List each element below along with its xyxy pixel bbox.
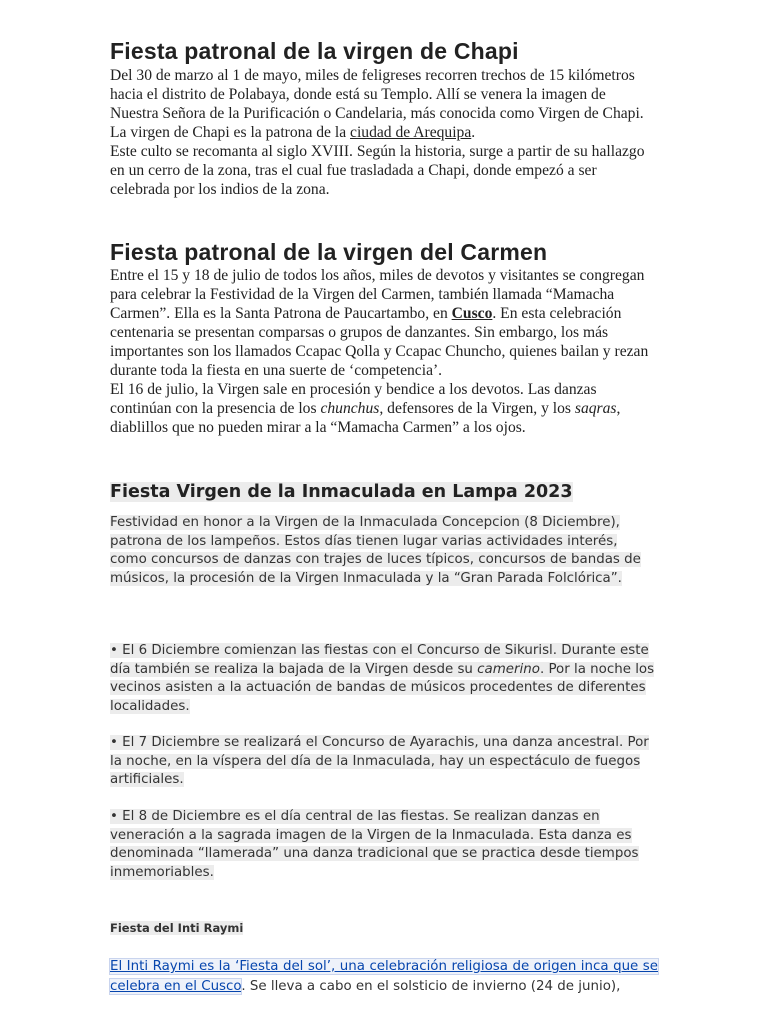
chapi-paragraph-1 <box>110 66 658 142</box>
carmen-p2-text: El 16 de julio, la Virgen sale en procesión y bendice a los devotos. Las danzas continúan con la presencia de los <box>110 381 597 417</box>
lampa-intro <box>110 514 658 588</box>
link-ciudad-arequipa[interactable]: ciudad de Arequipa <box>350 124 472 141</box>
lampa-intro-text: Festividad en honor a la Virgen de la Inmaculada Concepcion (8 Diciembre), patrona de los lampeños. Estos días tienen lugar varias actividades interés, como concursos de danzas con trajes de luces típicos, concursos de bandas de músicos, la procesión de la Virgen Inmaculada y la “Gran Parada Folclórica”. <box>110 515 641 586</box>
bullet-1-camerino: camerino <box>477 661 540 677</box>
carmen-chunchus: chunchus, <box>320 400 384 417</box>
carmen-saqras: saqras <box>574 400 617 417</box>
lampa-bullet-3 <box>110 808 658 882</box>
bullet-1-text: • El 6 Diciembre comienzan las fiestas con el Concurso de Sikurisl. Durante este día también se realiza la bajada de la Virgen desde su <box>110 643 649 677</box>
chapi-p1-text: Del 30 de marzo al 1 de mayo, miles de feligreses recorren trechos de 15 kilómetros hacia el distrito de Polabaya, donde está su Templo. Allí se venera la imagen de Nuestra Señora de la Purificación o Candelaria, más conocida como Virgen de Chapi. La virgen de Chapi es la patrona de la <box>110 67 644 141</box>
carmen-paragraph-1 <box>110 266 658 380</box>
carmen-p2-end: , diablillos que no pueden mirar a la “Mamacha Carmen” a los ojos. <box>110 400 621 436</box>
bullet-3-text: • El 8 de Diciembre es el día central de las fiestas. Se realizan danzas en veneración a la sagrada imagen de la Virgen de la Inmaculada. Esta danza es denominada “llamerada” una danza tradicional que se practica desde tiempos inmemoriables. <box>110 809 639 880</box>
inti-paragraph <box>110 957 658 996</box>
heading-inti-raymi: Fiesta del Inti Raymi <box>110 921 244 935</box>
lampa-bullet-2 <box>110 734 658 790</box>
bullet-2-text: • El 7 Diciembre se realizará el Concurso de Ayarachis, una danza ancestral. Por la noche, en la víspera del día de la Inmaculada, hay un espectáculo de fuegos artificiales. <box>110 735 649 788</box>
lampa-heading-wrap <box>110 481 658 503</box>
carmen-paragraph-2 <box>110 380 658 437</box>
link-inti-raymi[interactable]: El Inti Raymi es la ‘Fiesta del sol’, una celebración religiosa de origen inca que se celebra en el Cusco <box>110 959 658 994</box>
heading-chapi: Fiesta patronal de la virgen de Chapi <box>110 38 519 64</box>
carmen-text <box>110 266 658 437</box>
chapi-p1-end: . <box>471 124 476 141</box>
chapi-text <box>110 66 658 199</box>
carmen-p2-mid: defensores de la Virgen, y los <box>383 400 575 417</box>
lampa-bullet-1 <box>110 642 658 716</box>
carmen-p1-text: Entre el 15 y 18 de julio de todos los años, miles de devotos y visitantes se congregan para celebrar la Festividad de la Virgen del Carmen, también llamada “Mamacha Carmen”. Ella es la Santa Patrona de Paucartambo, en <box>110 267 645 322</box>
bullet-1-end: . Por la noche los vecinos asisten a la actuación de bandas de músicos procedentes de diferentes localidades. <box>110 661 655 714</box>
heading-carmen: Fiesta patronal de la virgen del Carmen <box>110 239 548 265</box>
carmen-p1-end: . En esta celebración centenaria se presentan comparsas o grupos de danzantes. Sin embargo, los más importantes son los llamados Ccapac Qolla y Ccapac Chuncho, quienes bailan y rezan durante toda la fiesta en una suerte de ‘competencia’. <box>110 305 649 379</box>
link-cusco[interactable]: Cusco <box>451 305 493 322</box>
heading-lampa: Fiesta Virgen de la Inmaculada en Lampa 2023 <box>110 482 573 502</box>
chapi-paragraph-2: Este culto se recomanta al siglo XVIII. Según la historia, surge a partir de su hallazgo en un cerro de la zona, tras el cual fue trasladada a Chapi, donde empezó a ser celebrada por los indios de la zona. <box>110 143 645 198</box>
inti-rest-text: . Se lleva a cabo en el solsticio de invierno (24 de junio), <box>241 978 621 994</box>
inti-heading-wrap <box>110 919 243 937</box>
